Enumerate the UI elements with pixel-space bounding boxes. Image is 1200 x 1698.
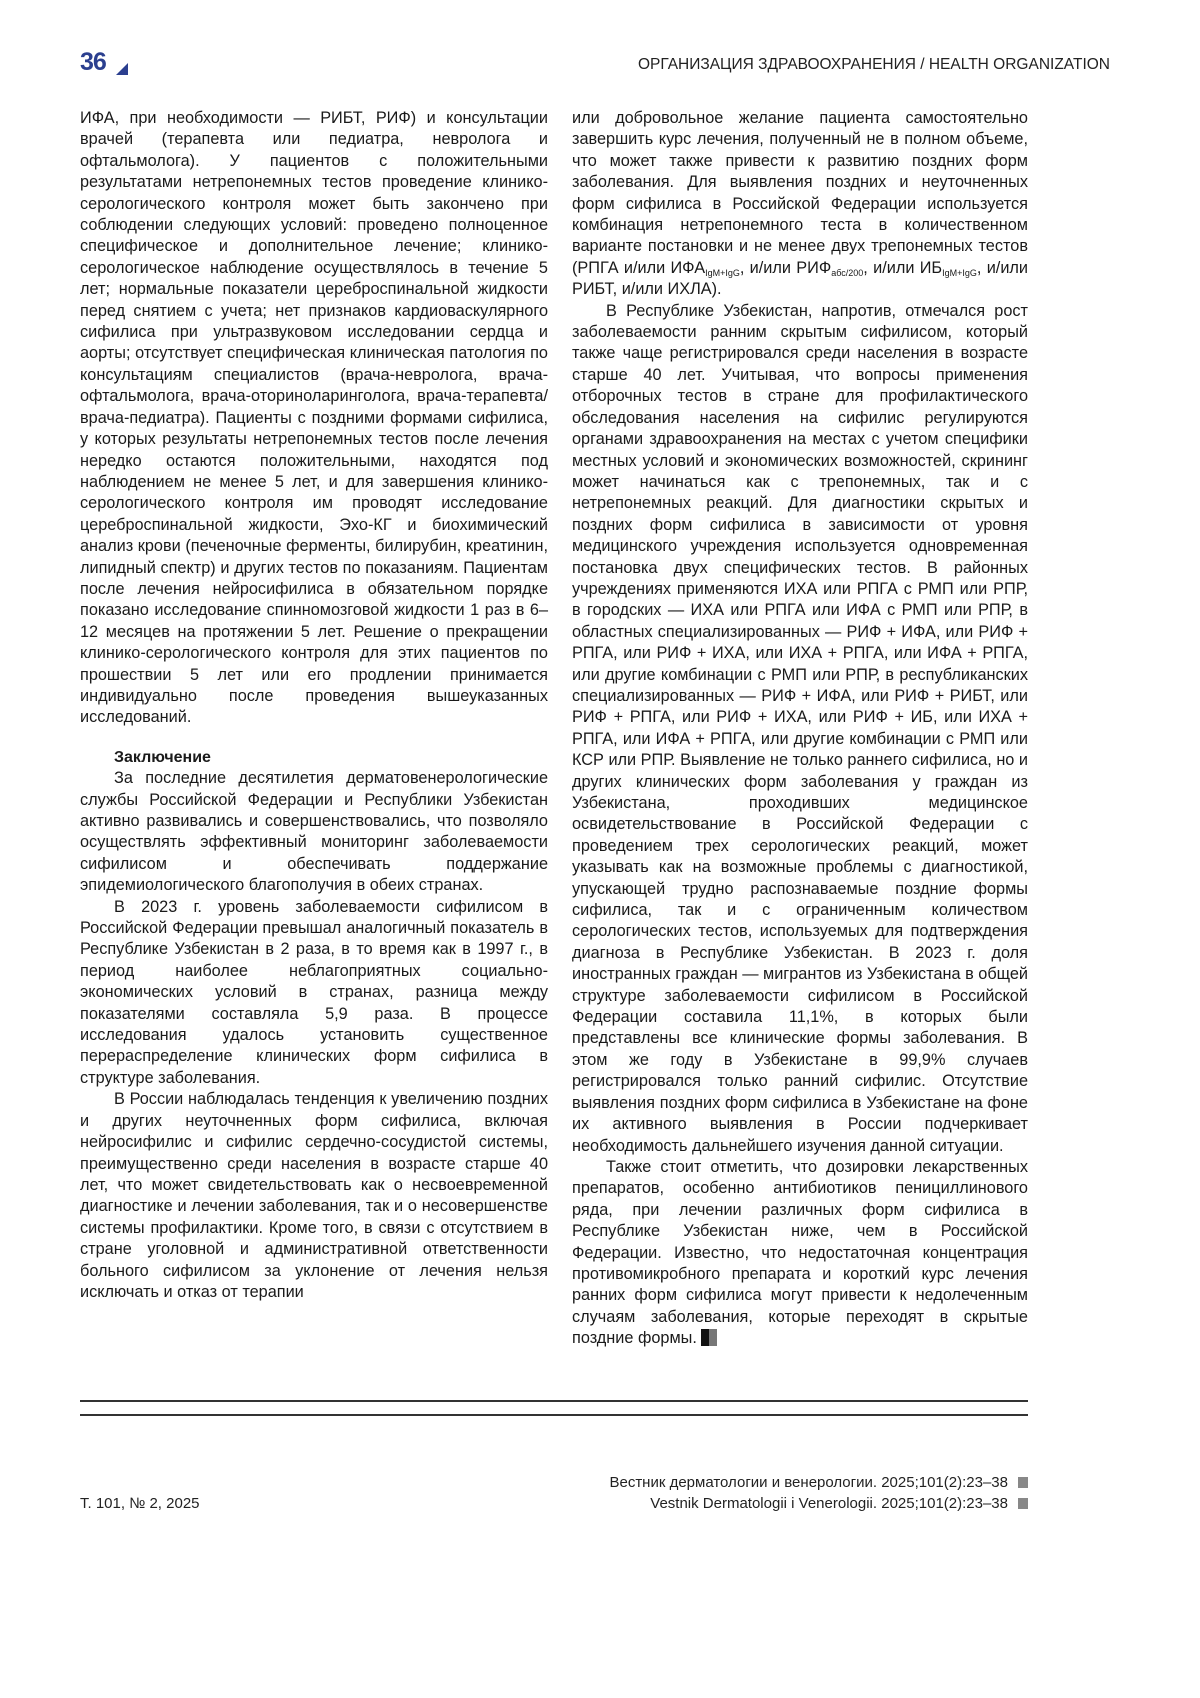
citation-text: Вестник дерматологии и венерологии. 2025;101(2):23–38 (609, 1474, 1008, 1491)
paragraph: ИФА, при необходимости — РИБТ, РИФ) и консультации врачей (терапевта или педиатра, невролога и офтальмолога). У пациентов с положительными результатами нетрепонемных тестов проведение клинико-серологического контроля может быть закончено при соблюдении следующих условий: проведено полноценное специфическое и дополнительное лечение; клинико-серологическое наблюдение осуществлялось в течение 5 лет; нормальные показатели цереброспинальной жидкости перед снятием с учета; нет признаков кардиоваскулярного сифилиса при ультразвуковом исследовании сердца и аорты; отсутствует специфическая клиническая патология по консультациям специалистов (врача-невролога, врача-офтальмолога, врача-оториноларинголога, врача-терапевта/врача-педиатра). Пациенты с поздними формами сифилиса, у которых результаты нетрепонемных тестов после лечения нередко остаются положительными, находятся под наблюдением не менее 5 лет, и для завершения клинико-серологического контроля им проводят исследование цереброспинальной жидкости, Эхо-КГ и биохимический анализ крови (печеночные ферменты, билирубин, креатинин, липидный спектр) и других тестов по показаниям. Пациентам после лечения нейросифилиса в обязательном порядке показано исследование спинномозговой жидкости 1 раз в 6–12 месяцев на протяжении 5 лет. Решение о прекращении клинико-серологического контроля для этих пациентов по прошествии 5 лет или его продлении принимается индивидуально после проведения вышеуказанных исследований. (80, 109, 548, 727)
subscript: IgM+IgG (705, 267, 740, 278)
divider (80, 1400, 1028, 1402)
running-header: ОРГАНИЗАЦИЯ ЗДРАВООХРАНЕНИЯ / HEALTH ORGANIZATION (637, 56, 1110, 73)
text: Также стоит отметить, что дозировки лекарственных препаратов, особенно антибиотиков пенициллинового ряда, при лечении различных форм сифилиса в Республике Узбекистан ниже, чем в Российской Федерации. Известно, что недостаточная концентрация противомикробного препарата и короткий курс лечения ранних форм сифилиса могут привести к недолеченным случаям заболевания, которые переходят в скрытые поздние формы. (572, 1157, 1028, 1348)
section-heading: Заключение (114, 748, 211, 766)
subscript: абс/200 (831, 267, 864, 278)
footer-citation-ru (609, 1474, 1028, 1491)
text: , и/или ИБ (863, 258, 943, 277)
footer-citation-en (650, 1495, 1028, 1512)
paragraph (572, 108, 1028, 301)
square-bullet-icon (1018, 1477, 1028, 1488)
corner-triangle-icon (116, 63, 128, 75)
paragraph: В России наблюдалась тенденция к увеличению поздних и других неуточненных форм сифилиса, включая нейросифилис и сифилис сердечно-сосудистой системы, преимущественно среди населения в возрасте старше 40 лет, что может свидетельствовать как о несвоевременной диагностике и лечении заболевания, так и о несовершенстве системы профилактики. Кроме того, в связи с отсутствием в стране уголовной и административной ответственности больного сифилисом за уклонение от лечения нельзя исключать и отказ от терапии (80, 1090, 548, 1301)
text: или добровольное желание пациента самостоятельно завершить курс лечения, полученный не в полном объеме, что может также привести к развитию поздних форм заболевания. Для выявления поздних и неуточненных форм сифилиса в Российской Федерации используется комбинация нетрепонемного теста в количественном варианте постановки и не менее двух трепонемных тестов (РПГА и/или ИФА (572, 109, 1028, 277)
paragraph: В Республике Узбекистан, напротив, отмечался рост заболеваемости ранним скрытым сифилисом, который также чаще регистрировался среди населения в возрасте старше 40 лет. Учитывая, что вопросы применения отборочных тестов в стране для профилактического обследования населения на сифилис регулируются органами здравоохранения на местах с учетом специфики местных условий и экономических возможностей, скрининг может начинаться как с трепонемных, так и с нетрепонемных реакций. Для диагностики скрытых и поздних форм сифилиса в зависимости от уровня медицинского учреждения используется одновременная постановка двух специфических тестов. В районных учреждениях применяются ИХА или РПГА с РМП или РПР, в городских — ИХА или РПГА или ИФА с РМП или РПР, в областных специализированных — РИФ + ИФА, или РИФ + РПГА, или РИФ + ИХА, или ИХА + РПГА, или ИФА + РПГА, или другие комбинации с РМП или РПР, в республиканских специализированных — РИФ + ИФА, или РИФ + РИБТ, или РИФ + РПГА, или РИФ + ИХА, или РИФ + ИБ, или ИХА + РПГА, или ИФА + РПГА, или другие комбинации с РМП или КСР или РПР. Выявление не только раннего сифилиса, но и других клинических форм заболевания у граждан из Узбекистана, проходивших медицинское освидетельствование в Российской Федерации с проведением трех серологических реакций, может указывать как на возможные проблемы с диагностикой, упускающей трудно распознаваемые поздние формы сифилиса, так и с ограниченным количеством серологических тестов, используемых для подтверждения диагноза в Республике Узбекистан. В 2023 г. доля иностранных граждан — мигрантов из Узбекистана в общей структуре заболеваемости сифилисом в Российской Федерации составила 11,1%, в которых были представлены все клинические формы заболевания. В этом же году в Узбекистане в 99,9% случаев регистрировался только ранний сифилис. Отсутствие выявления поздних форм сифилиса в Узбекистане на фоне их активного выявления в России подчеркивает необходимость дальнейшего изучения данной ситуации. (572, 301, 1029, 1155)
text: , и/или РИФ (739, 258, 832, 277)
square-bullet-icon (1018, 1498, 1028, 1509)
citation-text: Vestnik Dermatologii i Venerologii. 2025;101(2):23–38 (650, 1495, 1008, 1512)
paragraph (572, 1157, 1028, 1350)
end-of-article-icon (701, 1329, 717, 1346)
left-column (80, 108, 548, 1303)
divider (80, 1414, 1028, 1416)
text: , и/или РИБТ, и/или ИХЛА). (572, 258, 1029, 299)
right-column (572, 108, 1028, 1350)
paragraph: За последние десятилетия дерматовенерологические службы Российской Федерации и Республики Узбекистан активно развивались и совершенствовались, что позволяло осуществлять эффективный мониторинг заболеваемости сифилисом и обеспечивать поддержание эпидемиологического благополучия в обеих странах. (80, 769, 548, 895)
paragraph: В 2023 г. уровень заболеваемости сифилисом в Российской Федерации превышал аналогичный показатель в Республике Узбекистан в 2 раза, в то время как в 1997 г., в период наиболее неблагоприятных социально-экономических условий в странах, разница между показателями составляла 5,9 раза. В процессе исследования удалось установить существенное перераспределение клинических форм сифилиса в структуре заболевания. (80, 897, 548, 1087)
page-number: 36 (80, 48, 106, 76)
footer-volume: Т. 101, № 2, 2025 (80, 1495, 200, 1512)
subscript: IgM+IgG (942, 267, 977, 278)
